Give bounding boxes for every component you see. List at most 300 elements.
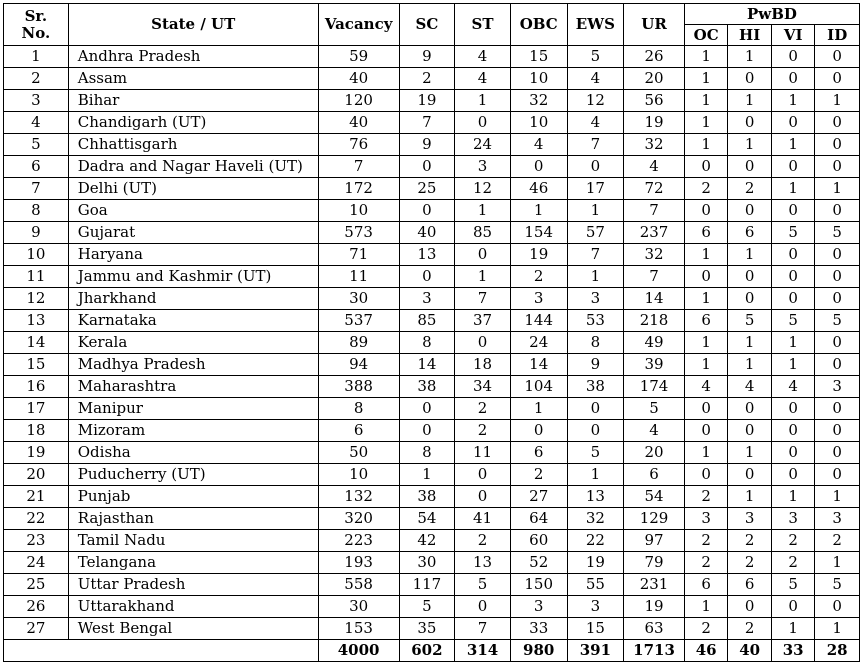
cell-ur: 6 [624, 464, 685, 486]
cell-sc: 19 [399, 90, 455, 112]
cell-st: 0 [455, 486, 511, 508]
cell-ews: 4 [567, 112, 624, 134]
cell-state: Jharkhand [68, 288, 318, 310]
cell-vacancy: 59 [318, 46, 399, 68]
cell-obc: 32 [510, 90, 567, 112]
cell-sc: 14 [399, 354, 455, 376]
table-row [4, 332, 860, 354]
cell-id: 0 [815, 200, 860, 222]
cell-sc: 38 [399, 376, 455, 398]
cell-id: 3 [815, 376, 860, 398]
cell-state: Uttarakhand [68, 596, 318, 618]
cell-id: 0 [815, 332, 860, 354]
cell-ews: 1 [567, 266, 624, 288]
cell-vacancy: 89 [318, 332, 399, 354]
cell-ur: 97 [624, 530, 685, 552]
table-row [4, 552, 860, 574]
total-id: 28 [815, 640, 860, 662]
cell-ur: 129 [624, 508, 685, 530]
cell-state: Manipur [68, 398, 318, 420]
cell-vi: 0 [771, 266, 815, 288]
cell-sc: 38 [399, 486, 455, 508]
cell-ews: 7 [567, 134, 624, 156]
cell-st: 41 [455, 508, 511, 530]
cell-ews: 1 [567, 200, 624, 222]
cell-id: 0 [815, 244, 860, 266]
cell-state: Dadra and Nagar Haveli (UT) [68, 156, 318, 178]
cell-sr: 19 [4, 442, 69, 464]
cell-sc: 8 [399, 442, 455, 464]
table-row [4, 508, 860, 530]
cell-id: 0 [815, 354, 860, 376]
cell-sc: 0 [399, 266, 455, 288]
cell-id: 0 [815, 46, 860, 68]
cell-obc: 0 [510, 156, 567, 178]
cell-oc: 0 [684, 266, 728, 288]
cell-id: 0 [815, 464, 860, 486]
total-ews: 391 [567, 640, 624, 662]
cell-id: 3 [815, 508, 860, 530]
cell-hi: 0 [728, 156, 772, 178]
cell-hi: 0 [728, 68, 772, 90]
cell-st: 0 [455, 596, 511, 618]
cell-sc: 0 [399, 156, 455, 178]
cell-oc: 1 [684, 442, 728, 464]
cell-ur: 19 [624, 596, 685, 618]
cell-sr: 2 [4, 68, 69, 90]
cell-oc: 2 [684, 486, 728, 508]
header-id: ID [815, 25, 860, 46]
cell-state: Andhra Pradesh [68, 46, 318, 68]
cell-vacancy: 30 [318, 288, 399, 310]
header-obc: OBC [510, 4, 567, 46]
cell-sr: 5 [4, 134, 69, 156]
cell-st: 2 [455, 530, 511, 552]
cell-sr: 16 [4, 376, 69, 398]
cell-st: 2 [455, 420, 511, 442]
cell-id: 0 [815, 68, 860, 90]
cell-vi: 1 [771, 354, 815, 376]
cell-sc: 9 [399, 46, 455, 68]
cell-sc: 2 [399, 68, 455, 90]
cell-vi: 0 [771, 112, 815, 134]
cell-ews: 3 [567, 596, 624, 618]
cell-sc: 3 [399, 288, 455, 310]
cell-vi: 1 [771, 90, 815, 112]
cell-state: Chandigarh (UT) [68, 112, 318, 134]
cell-oc: 2 [684, 530, 728, 552]
cell-state: Telangana [68, 552, 318, 574]
cell-obc: 3 [510, 288, 567, 310]
cell-sc: 42 [399, 530, 455, 552]
cell-oc: 1 [684, 90, 728, 112]
cell-ews: 55 [567, 574, 624, 596]
cell-hi: 1 [728, 442, 772, 464]
cell-oc: 1 [684, 244, 728, 266]
cell-st: 4 [455, 68, 511, 90]
cell-vi: 2 [771, 552, 815, 574]
cell-ews: 7 [567, 244, 624, 266]
cell-obc: 1 [510, 398, 567, 420]
cell-vi: 3 [771, 508, 815, 530]
cell-vi: 1 [771, 134, 815, 156]
cell-sr: 9 [4, 222, 69, 244]
cell-ews: 0 [567, 398, 624, 420]
cell-obc: 1 [510, 200, 567, 222]
cell-ews: 0 [567, 420, 624, 442]
cell-state: Chhattisgarh [68, 134, 318, 156]
total-oc: 46 [684, 640, 728, 662]
cell-sc: 8 [399, 332, 455, 354]
cell-sc: 7 [399, 112, 455, 134]
header-vi: VI [771, 25, 815, 46]
cell-hi: 0 [728, 266, 772, 288]
table-row [4, 90, 860, 112]
cell-vacancy: 7 [318, 156, 399, 178]
cell-obc: 144 [510, 310, 567, 332]
cell-ews: 8 [567, 332, 624, 354]
header-pwbd: PwBD [684, 4, 859, 25]
cell-vi: 0 [771, 288, 815, 310]
cell-ur: 26 [624, 46, 685, 68]
cell-hi: 1 [728, 46, 772, 68]
cell-vi: 5 [771, 574, 815, 596]
cell-oc: 0 [684, 464, 728, 486]
cell-ews: 15 [567, 618, 624, 640]
cell-id: 1 [815, 90, 860, 112]
cell-st: 34 [455, 376, 511, 398]
cell-sr: 11 [4, 266, 69, 288]
header-sr-no-label: Sr. No. [21, 6, 51, 42]
cell-id: 5 [815, 222, 860, 244]
page-cut-off-text [3, 665, 860, 672]
cell-vi: 0 [771, 398, 815, 420]
cell-ews: 57 [567, 222, 624, 244]
cell-st: 0 [455, 112, 511, 134]
cell-ur: 218 [624, 310, 685, 332]
cell-ur: 7 [624, 200, 685, 222]
table-row [4, 596, 860, 618]
cell-ews: 38 [567, 376, 624, 398]
cell-id: 0 [815, 288, 860, 310]
cell-vacancy: 223 [318, 530, 399, 552]
cell-oc: 4 [684, 376, 728, 398]
cell-vi: 0 [771, 244, 815, 266]
header-state: State / UT [68, 4, 318, 46]
cell-ews: 19 [567, 552, 624, 574]
cell-vacancy: 537 [318, 310, 399, 332]
cell-st: 1 [455, 266, 511, 288]
cell-obc: 150 [510, 574, 567, 596]
cell-id: 0 [815, 596, 860, 618]
cell-sr: 8 [4, 200, 69, 222]
cell-id: 0 [815, 420, 860, 442]
cell-oc: 1 [684, 354, 728, 376]
cell-id: 1 [815, 486, 860, 508]
cell-hi: 3 [728, 508, 772, 530]
cell-vacancy: 94 [318, 354, 399, 376]
table-row [4, 530, 860, 552]
cell-sr: 17 [4, 398, 69, 420]
cell-obc: 2 [510, 266, 567, 288]
cell-state: Tamil Nadu [68, 530, 318, 552]
cell-obc: 60 [510, 530, 567, 552]
cell-st: 12 [455, 178, 511, 200]
cell-st: 0 [455, 244, 511, 266]
cell-oc: 1 [684, 112, 728, 134]
header-st: ST [455, 4, 511, 46]
table-row [4, 420, 860, 442]
cell-sr: 13 [4, 310, 69, 332]
cell-oc: 1 [684, 46, 728, 68]
total-st: 314 [455, 640, 511, 662]
table-row [4, 376, 860, 398]
cell-state: Madhya Pradesh [68, 354, 318, 376]
cell-oc: 1 [684, 596, 728, 618]
cell-oc: 1 [684, 332, 728, 354]
cell-vi: 0 [771, 68, 815, 90]
header-ur: UR [624, 4, 685, 46]
cell-obc: 2 [510, 464, 567, 486]
cell-hi: 1 [728, 244, 772, 266]
cell-ews: 53 [567, 310, 624, 332]
cell-hi: 2 [728, 618, 772, 640]
cell-st: 5 [455, 574, 511, 596]
cell-st: 37 [455, 310, 511, 332]
cell-sc: 85 [399, 310, 455, 332]
header-vacancy: Vacancy [318, 4, 399, 46]
cell-sc: 117 [399, 574, 455, 596]
cell-hi: 1 [728, 354, 772, 376]
cell-id: 5 [815, 310, 860, 332]
cell-hi: 1 [728, 134, 772, 156]
cell-state: Bihar [68, 90, 318, 112]
cell-obc: 4 [510, 134, 567, 156]
cell-obc: 154 [510, 222, 567, 244]
cell-ur: 39 [624, 354, 685, 376]
cell-vi: 0 [771, 596, 815, 618]
vacancy-table [3, 3, 860, 662]
cell-vacancy: 11 [318, 266, 399, 288]
table-row [4, 156, 860, 178]
cell-obc: 6 [510, 442, 567, 464]
cell-id: 2 [815, 530, 860, 552]
cell-obc: 24 [510, 332, 567, 354]
table-row [4, 288, 860, 310]
cell-oc: 3 [684, 508, 728, 530]
cell-oc: 0 [684, 420, 728, 442]
cell-vi: 1 [771, 178, 815, 200]
cell-oc: 0 [684, 398, 728, 420]
cell-hi: 0 [728, 596, 772, 618]
cell-vacancy: 10 [318, 200, 399, 222]
cell-ur: 72 [624, 178, 685, 200]
cell-ur: 20 [624, 68, 685, 90]
cell-oc: 1 [684, 134, 728, 156]
table-row [4, 222, 860, 244]
cell-obc: 19 [510, 244, 567, 266]
cell-id: 0 [815, 398, 860, 420]
cell-vacancy: 153 [318, 618, 399, 640]
cell-vi: 1 [771, 486, 815, 508]
cell-ews: 22 [567, 530, 624, 552]
cell-id: 0 [815, 266, 860, 288]
cell-ews: 0 [567, 156, 624, 178]
cell-oc: 2 [684, 618, 728, 640]
cell-state: Puducherry (UT) [68, 464, 318, 486]
cell-state: Assam [68, 68, 318, 90]
cell-sc: 5 [399, 596, 455, 618]
cell-sr: 10 [4, 244, 69, 266]
cell-vacancy: 10 [318, 464, 399, 486]
cell-ews: 13 [567, 486, 624, 508]
cell-ur: 79 [624, 552, 685, 574]
table-row [4, 442, 860, 464]
cell-sr: 20 [4, 464, 69, 486]
cell-hi: 2 [728, 178, 772, 200]
cell-vacancy: 40 [318, 68, 399, 90]
cell-hi: 0 [728, 398, 772, 420]
cell-id: 0 [815, 134, 860, 156]
table-row [4, 46, 860, 68]
cell-state: Karnataka [68, 310, 318, 332]
cell-state: Gujarat [68, 222, 318, 244]
cell-ur: 7 [624, 266, 685, 288]
cell-state: Kerala [68, 332, 318, 354]
cell-obc: 104 [510, 376, 567, 398]
cell-ur: 231 [624, 574, 685, 596]
cell-sr: 23 [4, 530, 69, 552]
cell-id: 0 [815, 112, 860, 134]
cell-vacancy: 193 [318, 552, 399, 574]
cell-state: Delhi (UT) [68, 178, 318, 200]
cell-obc: 27 [510, 486, 567, 508]
cell-obc: 33 [510, 618, 567, 640]
table-row [4, 618, 860, 640]
cell-ur: 5 [624, 398, 685, 420]
cell-obc: 64 [510, 508, 567, 530]
cell-state: Uttar Pradesh [68, 574, 318, 596]
cell-sr: 27 [4, 618, 69, 640]
cell-ur: 174 [624, 376, 685, 398]
cell-hi: 6 [728, 222, 772, 244]
table-row [4, 486, 860, 508]
cell-ur: 4 [624, 420, 685, 442]
total-sc: 602 [399, 640, 455, 662]
cell-sr: 15 [4, 354, 69, 376]
cell-vi: 0 [771, 200, 815, 222]
table-row [4, 178, 860, 200]
cell-ews: 17 [567, 178, 624, 200]
cell-ur: 20 [624, 442, 685, 464]
cell-ews: 4 [567, 68, 624, 90]
header-ews: EWS [567, 4, 624, 46]
header-oc: OC [684, 25, 728, 46]
cell-sr: 12 [4, 288, 69, 310]
cell-st: 1 [455, 200, 511, 222]
cell-st: 7 [455, 618, 511, 640]
cell-id: 0 [815, 156, 860, 178]
totals-row [4, 640, 860, 662]
cell-oc: 0 [684, 200, 728, 222]
cell-sc: 35 [399, 618, 455, 640]
cell-obc: 10 [510, 68, 567, 90]
cell-sr: 18 [4, 420, 69, 442]
cell-obc: 14 [510, 354, 567, 376]
cell-state: Haryana [68, 244, 318, 266]
cell-st: 85 [455, 222, 511, 244]
total-vi: 33 [771, 640, 815, 662]
table-row [4, 134, 860, 156]
total-hi: 40 [728, 640, 772, 662]
cell-ur: 32 [624, 244, 685, 266]
cell-sr: 24 [4, 552, 69, 574]
cell-hi: 2 [728, 552, 772, 574]
cell-vacancy: 172 [318, 178, 399, 200]
table-row [4, 200, 860, 222]
table-body [4, 46, 860, 662]
cell-obc: 3 [510, 596, 567, 618]
header-hi: HI [728, 25, 772, 46]
cell-ews: 5 [567, 46, 624, 68]
table-header [4, 4, 860, 46]
cell-oc: 6 [684, 222, 728, 244]
cell-hi: 1 [728, 486, 772, 508]
cell-vi: 1 [771, 332, 815, 354]
cell-id: 1 [815, 178, 860, 200]
cell-vacancy: 76 [318, 134, 399, 156]
cell-sr: 7 [4, 178, 69, 200]
cell-vacancy: 132 [318, 486, 399, 508]
table-row [4, 112, 860, 134]
cell-vacancy: 50 [318, 442, 399, 464]
cell-ur: 56 [624, 90, 685, 112]
cell-vacancy: 558 [318, 574, 399, 596]
cell-ur: 14 [624, 288, 685, 310]
cell-oc: 2 [684, 178, 728, 200]
cell-hi: 0 [728, 464, 772, 486]
cell-ur: 63 [624, 618, 685, 640]
cell-sc: 0 [399, 200, 455, 222]
cell-vacancy: 30 [318, 596, 399, 618]
cell-vi: 5 [771, 222, 815, 244]
cell-sc: 0 [399, 398, 455, 420]
cell-vacancy: 71 [318, 244, 399, 266]
cell-st: 0 [455, 464, 511, 486]
table-row [4, 266, 860, 288]
cell-state: West Bengal [68, 618, 318, 640]
cell-vi: 2 [771, 530, 815, 552]
cell-sr: 26 [4, 596, 69, 618]
header-sc: SC [399, 4, 455, 46]
cell-st: 0 [455, 332, 511, 354]
cell-ur: 237 [624, 222, 685, 244]
cell-obc: 15 [510, 46, 567, 68]
cell-st: 7 [455, 288, 511, 310]
table-row [4, 398, 860, 420]
cell-obc: 10 [510, 112, 567, 134]
total-vacancy: 4000 [318, 640, 399, 662]
cell-ur: 54 [624, 486, 685, 508]
cell-vacancy: 573 [318, 222, 399, 244]
cell-oc: 6 [684, 574, 728, 596]
cell-state: Maharashtra [68, 376, 318, 398]
cell-vacancy: 388 [318, 376, 399, 398]
total-ur: 1713 [624, 640, 685, 662]
cell-id: 5 [815, 574, 860, 596]
cell-sc: 40 [399, 222, 455, 244]
table-row [4, 244, 860, 266]
